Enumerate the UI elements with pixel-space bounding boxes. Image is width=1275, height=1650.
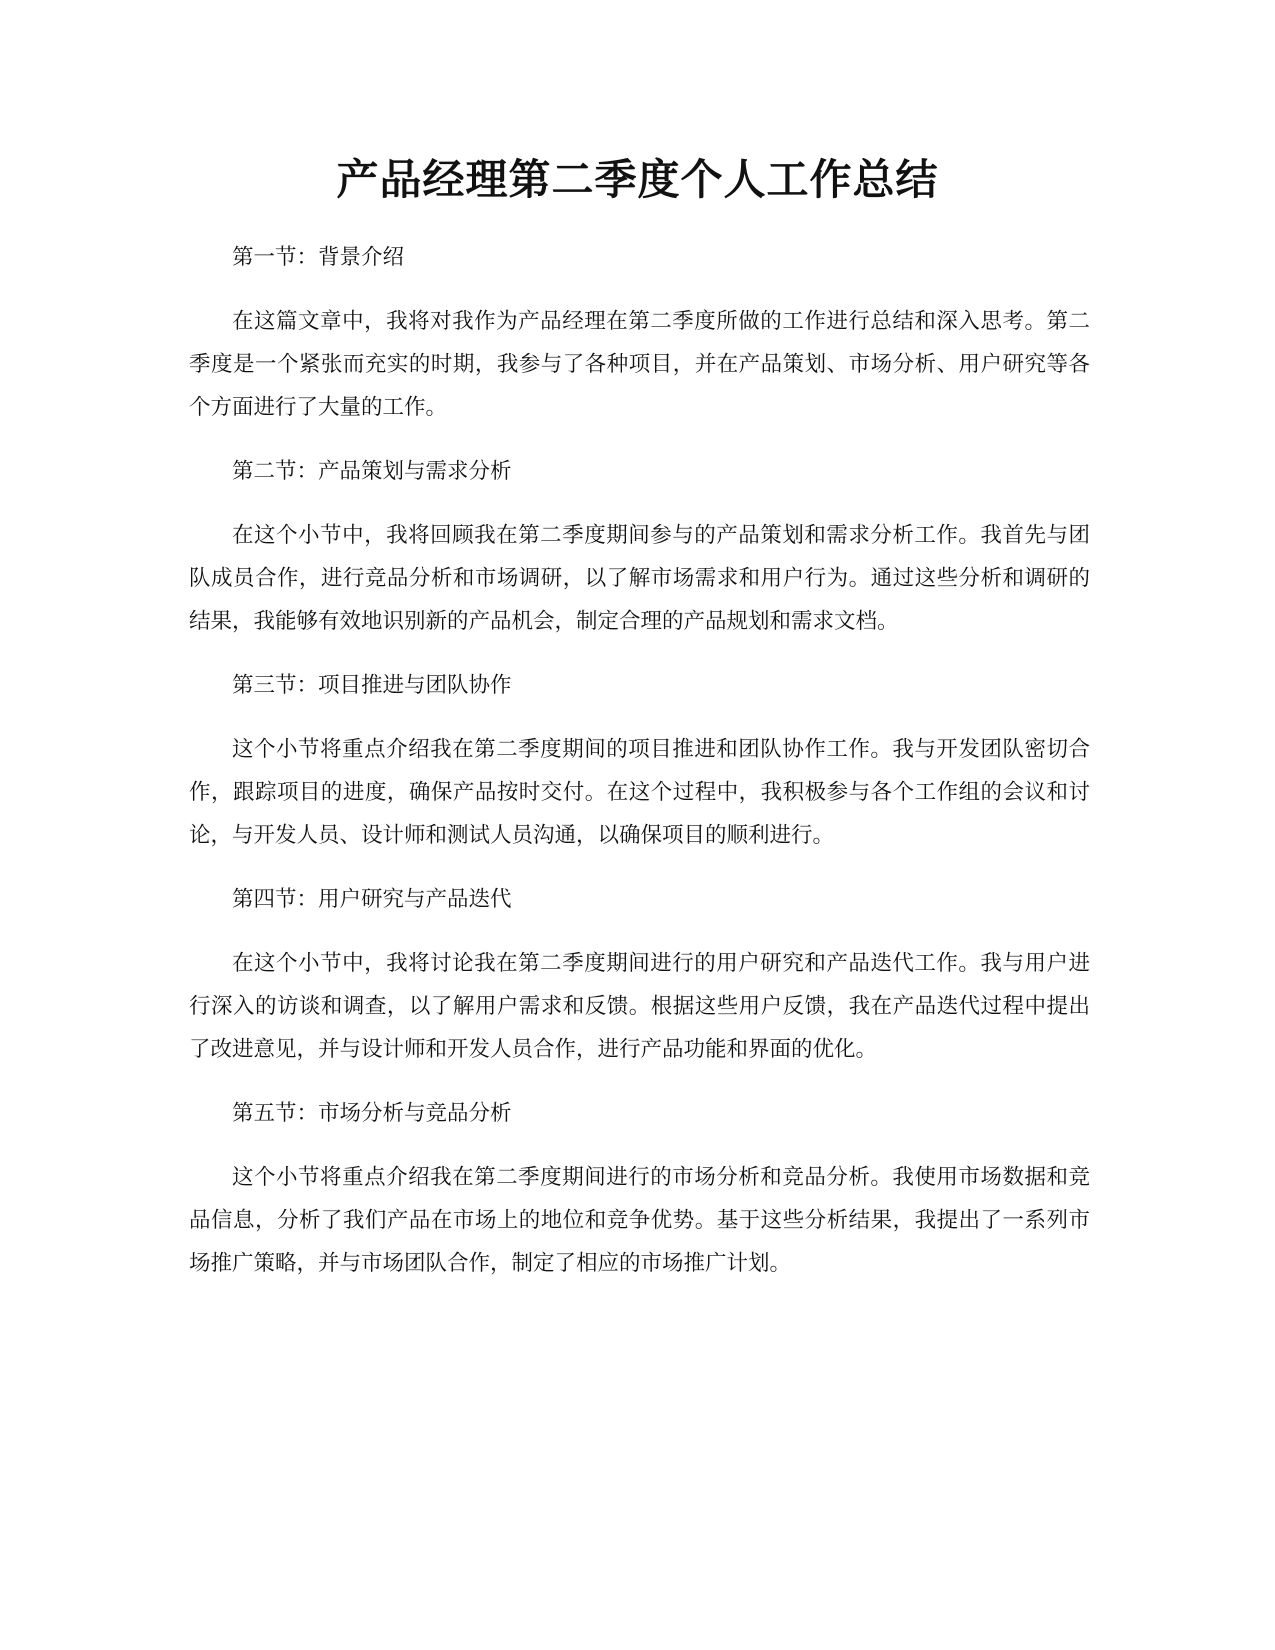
section-paragraph: 在这篇文章中，我将对我作为产品经理在第二季度所做的工作进行总结和深入思考。第二季度是一个紧张而充实的时期，我参与了各种项目，并在产品策划、市场分析、用户研究等各个方面进行了大量的工作。	[189, 309, 1090, 420]
section-heading: 第五节：市场分析与竞品分析	[232, 1101, 512, 1126]
section-heading: 第三节：项目推进与团队协作	[232, 673, 512, 698]
section-market-analysis	[189, 1092, 1090, 1285]
document-title: 产品经理第二季度个人工作总结	[336, 155, 939, 204]
section-paragraph: 在这个小节中，我将讨论我在第二季度期间进行的用户研究和产品迭代工作。我与用户进行深入的访谈和调查，以了解用户需求和反馈。根据这些用户反馈，我在产品迭代过程中提出了改进意见，并与设计师和开发人员合作，进行产品功能和界面的优化。	[189, 951, 1090, 1062]
section-paragraph: 在这个小节中，我将回顾我在第二季度期间参与的产品策划和需求分析工作。我首先与团队成员合作，进行竞品分析和市场调研，以了解市场需求和用户行为。通过这些分析和调研的结果，我能够有效地识别新的产品机会，制定合理的产品规划和需求文档。	[189, 523, 1090, 634]
section-heading: 第一节：背景介绍	[232, 245, 405, 270]
section-user-research	[189, 878, 1090, 1071]
section-paragraph: 这个小节将重点介绍我在第二季度期间的项目推进和团队协作工作。我与开发团队密切合作，跟踪项目的进度，确保产品按时交付。在这个过程中，我积极参与各个工作组的会议和讨论，与开发人员、设计师和测试人员沟通，以确保项目的顺利进行。	[189, 737, 1090, 848]
section-project-collaboration	[189, 664, 1090, 857]
section-product-planning	[189, 450, 1090, 643]
section-paragraph: 这个小节将重点介绍我在第二季度期间进行的市场分析和竞品分析。我使用市场数据和竞品信息，分析了我们产品在市场上的地位和竞争优势。基于这些分析结果，我提出了一系列市场推广策略，并与市场团队合作，制定了相应的市场推广计划。	[189, 1165, 1090, 1276]
section-heading: 第四节：用户研究与产品迭代	[232, 887, 512, 912]
document-body	[189, 236, 1090, 1306]
section-background	[189, 236, 1090, 429]
section-heading: 第二节：产品策划与需求分析	[232, 459, 512, 484]
